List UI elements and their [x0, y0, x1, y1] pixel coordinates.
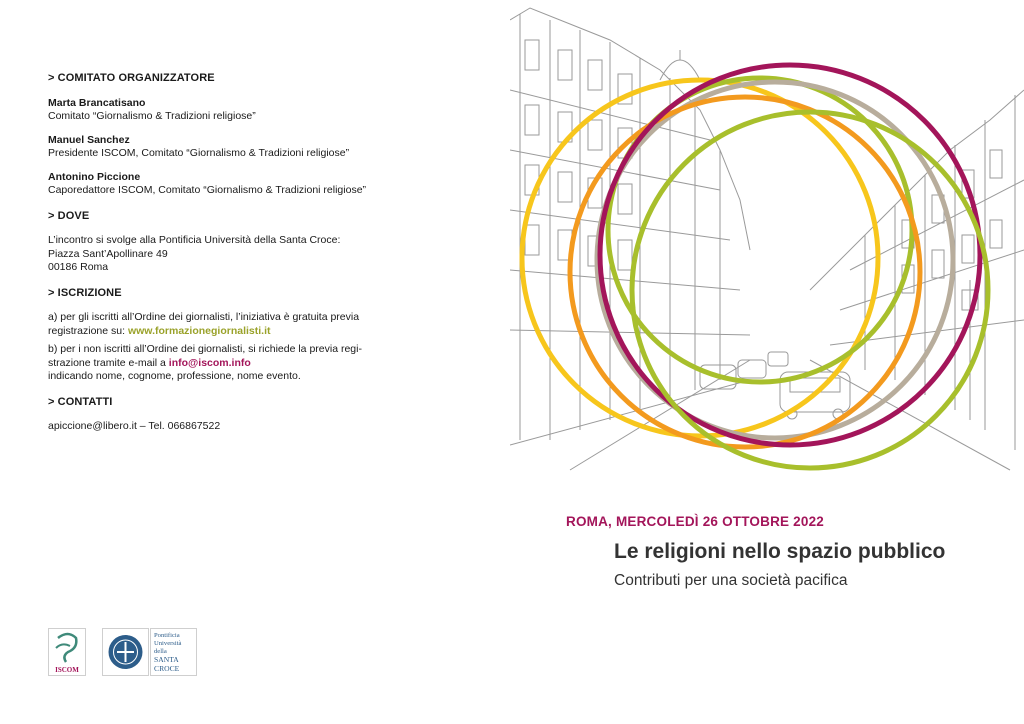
event-subtitle: Contributi per una società pacifica: [614, 572, 848, 589]
person-role: Caporedattore ISCOM, Comitato “Giornalismo & Tradizioni religiose”: [48, 184, 367, 196]
iscom-logo: [48, 628, 86, 676]
svg-text:CROCE: CROCE: [154, 664, 180, 673]
iscrizione-heading: > ISCRIZIONE: [48, 286, 122, 299]
person-name: Manuel Sanchez: [48, 133, 130, 146]
person-name: Antonino Piccione: [48, 170, 141, 183]
street-sketch-svg: [510, 0, 1024, 490]
email-link[interactable]: info@iscom.info: [168, 356, 251, 369]
comitato-heading: > COMITATO ORGANIZZATORE: [48, 72, 215, 84]
contatti-text: apiccione@libero.it – Tel. 066867522: [48, 420, 221, 432]
svg-text:Pontificia: Pontificia: [154, 632, 180, 639]
pusc-logo: [102, 628, 248, 676]
iscrizione-b-line1: b) per i non iscritti all’Ordine dei giornalisti, si richiede la previa regi-: [48, 343, 362, 355]
contatti-heading: > CONTATTI: [48, 395, 113, 408]
svg-text:ISCOM: ISCOM: [55, 666, 79, 674]
person-sanchez: [48, 134, 448, 161]
event-date: ROMA, MERCOLEDÌ 26 OTTOBRE 2022: [566, 514, 824, 529]
person-name: Marta Brancatisano: [48, 96, 146, 109]
dove-line: Piazza Sant’Apollinare 49: [48, 247, 168, 260]
dove-heading: > DOVE: [48, 209, 90, 222]
svg-text:della: della: [154, 648, 167, 655]
iscrizione-a-line1: a) per gli iscritti all’Ordine dei giornalisti, l’iniziativa è gratuita previa: [48, 311, 360, 323]
person-role: Presidente ISCOM, Comitato “Giornalismo & Tradizioni religiose”: [48, 147, 350, 159]
iscrizione-b-line2: [48, 357, 448, 371]
event-title: Le religioni nello spazio pubblico: [614, 540, 946, 563]
iscrizione-b-prefix: strazione tramite e-mail a: [48, 356, 169, 369]
iscrizione-a-prefix: registrazione su:: [48, 324, 128, 337]
orange-ring: [570, 97, 920, 447]
iscrizione-b-line3: indicando nome, cognome, professione, nome evento.: [48, 370, 301, 382]
person-piccione: [48, 171, 448, 198]
formazione-link[interactable]: www.formazionegiornalisti.it: [127, 324, 271, 337]
person-role: Comitato “Giornalismo & Tradizioni religiose”: [48, 110, 256, 122]
svg-text:Università: Università: [154, 640, 182, 647]
dove-line: L’incontro si svolge alla Pontificia Università della Santa Croce:: [48, 234, 341, 246]
info-column: [48, 72, 448, 434]
dove-line: 00186 Roma: [48, 261, 109, 273]
svg-text:SANTA: SANTA: [154, 655, 179, 664]
iscrizione-a-line2: [48, 325, 448, 339]
person-brancatisano: [48, 97, 448, 124]
street-illustration: [510, 0, 1024, 490]
